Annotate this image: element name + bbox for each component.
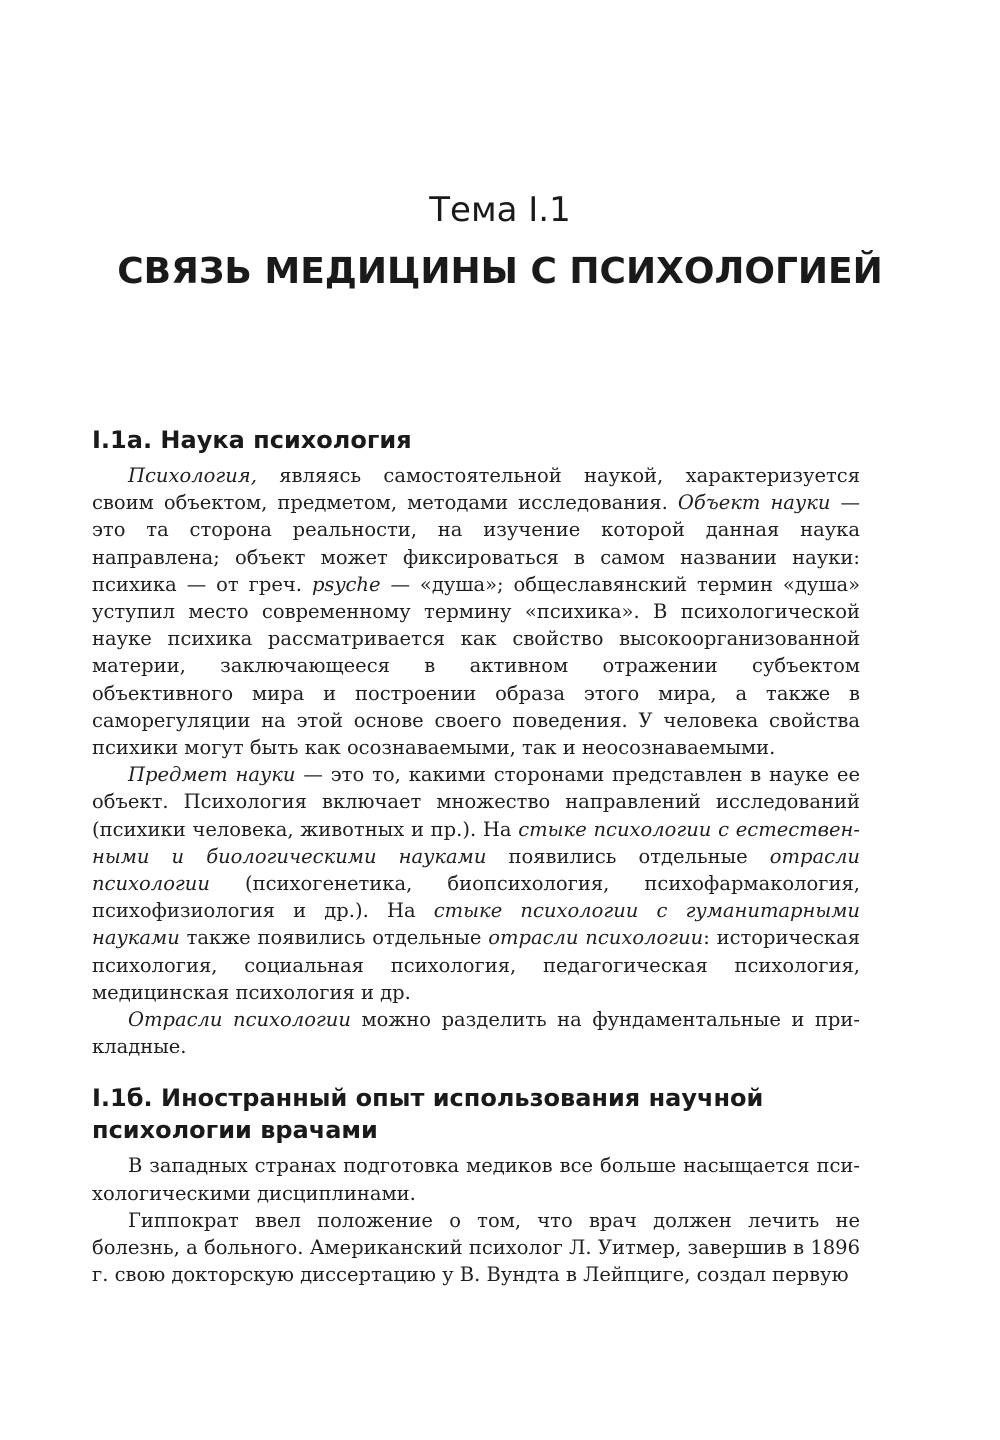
text-span: — это то, какими сторонами представлен в науке ее объект. Психология включает множество направлений исследований (психики человека, животных и пр.). На [92, 763, 860, 841]
paragraph-psychology-object [92, 462, 860, 761]
term-natural-sciences-junction: стыке психологии с естественными и биологическими науками [92, 817, 860, 868]
page-content [92, 424, 860, 1288]
heading-line: I.1б. Иностранный опыт использования научной [92, 1084, 764, 1113]
term-humanities-junction: стыке психологии с гуманитарными науками [92, 899, 860, 950]
paragraph-branches [92, 1006, 860, 1060]
term-object-of-science: Объект науки [677, 491, 831, 515]
term-branches-of-psychology: отрасли психологии [92, 844, 860, 896]
term-branches-of-psychology: Отрасли психологии [128, 1008, 351, 1032]
term-psychology: Психология, [128, 464, 257, 487]
term-psyche: psyche [311, 572, 381, 596]
text-span: можно разделить на фундаментальные и прикладные. [92, 1008, 860, 1059]
chapter-label: Тема I.1 [429, 190, 571, 230]
text-span: — «душа»; общеславянский термин «душа» уступил место современному термину «психика». В психологической науке психика рассматривается как свойство высокоорганизованной материи, заключающееся в активном отражении субъектом объективного мира и построении образа этого мира, а также в саморегуляции на этой основе своего поведения. У человека свойства психики могут быть как осознаваемыми, так и неосознаваемыми. [92, 572, 861, 760]
paragraph-western-countries: В западных странах подготовка медиков все больше насыщается психологическими дисциплинами. [92, 1154, 860, 1205]
text-span: также появились отдельные [179, 926, 489, 950]
term-branches-of-psychology: отрасли психологии [488, 926, 704, 950]
paragraph-subject-of-science [92, 761, 860, 1006]
text-span: — это та сторона реальности, на изучение которой данная наука направлена; объект может фиксироваться в самом названии науки: психика — от греч. [92, 491, 861, 596]
text-span: (психогенетика, биопсихология, психофармакология, психофизиология и др.). На [92, 872, 860, 923]
text-span: : историческая психология, социальная психология, педагогическая психология, медицинская психология и др. [92, 926, 860, 1004]
chapter-title: СВЯЗЬ МЕДИЦИНЫ С ПСИХОЛОГИЕЙ [117, 251, 883, 292]
text-span: являясь самостоятельной наукой, характеризуется своим объектом, предметом, методами исследования. [92, 464, 860, 515]
section-heading-foreign-experience [92, 1082, 860, 1146]
paragraph-hippocrates: Гиппократ ввел положение о том, что врач должен лечить не болезнь, а больного. Американский психолог Л. Уитмер, завершив в 1896 г. свою докторскую диссертацию у В. Вундта в Лейпциге, создал первую [92, 1208, 860, 1287]
text-span: появились отдельные [486, 844, 770, 868]
term-subject-of-science: Предмет науки [128, 763, 296, 787]
heading-line: психологии врачами [92, 1116, 378, 1145]
section-heading-science: I.1а. Наука психология [92, 426, 412, 454]
